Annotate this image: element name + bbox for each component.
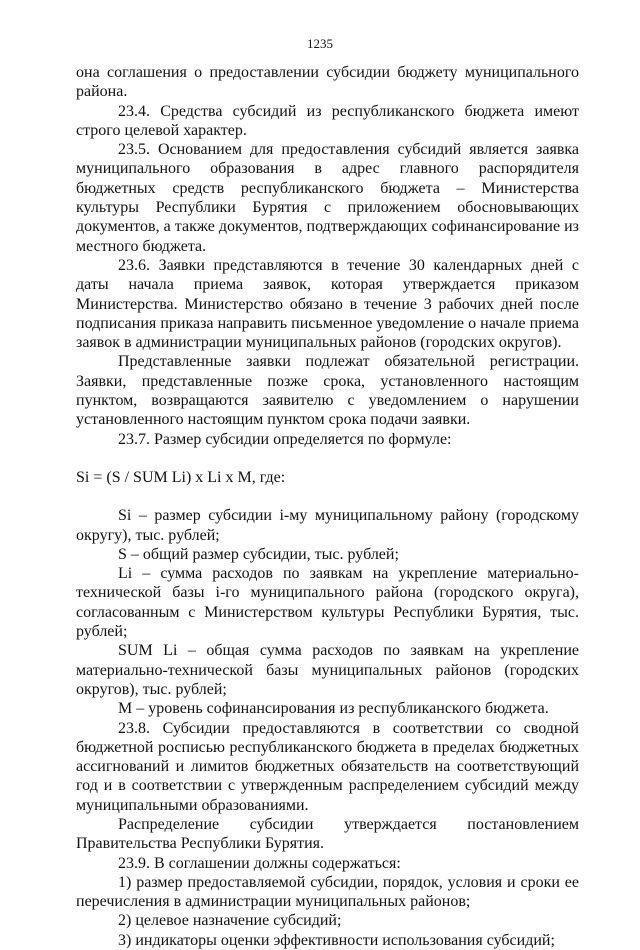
paragraph-23-8: 23.8. Субсидии предоставляются в соответствии со сводной бюджетной росписью республиканского бюджета в пределах бюджетных ассигнований и лимитов бюджетных обязательств на соответствующий год и в соответствии с утвержденным распределением субсидий между муниципальными образованиями. — [76, 719, 579, 814]
paragraph-distribution: Распределение субсидии утверждается постановлением Правительства Республики Бурятия. — [76, 815, 579, 853]
paragraph-registration: Представленные заявки подлежат обязательной регистрации. Заявки, представленные позже срока, установленного настоящим пунктом, возвращаются заявителю с уведомлением о нарушении установленного настоящим пунктом срока подачи заявки. — [76, 353, 579, 429]
list-item-2: 2) целевое назначение субсидий; — [118, 912, 342, 930]
formula: Si = (S / SUM Li) x Li x M, где: — [76, 468, 286, 486]
paragraph-continuation: она соглашения о предоставлении субсидии бюджету муниципального района. — [76, 64, 579, 101]
definition-li: Li – сумма расходов по заявкам на укрепление материально-технической базы i-го муниципального района (городского округа), согласованным с Министерством культуры Республики Бурятия, тыс. рублей; — [76, 565, 579, 641]
page-number: 1235 — [307, 36, 333, 51]
paragraph-23-7: 23.7. Размер субсидии определяется по формуле: — [118, 430, 452, 448]
document-body — [76, 63, 579, 950]
paragraph-23-5: 23.5. Основанием для предоставления субсидий является заявка муниципального образования в адрес главного распорядителя бюджетных средств республиканского бюджета – Министерства культуры Республики Бурятия с приложением обосновывающих документов, а также документов, подтверждающих софинансирование из местного бюджета. — [76, 141, 579, 255]
paragraph-23-4: 23.4. Средства субсидий из республиканского бюджета имеют строго целевой характер. — [76, 102, 579, 139]
definition-m: M – уровень софинансирования из республиканского бюджета. — [118, 700, 549, 718]
definition-si: Si – размер субсидии i-му муниципальному району (городскому округу), тыс. рублей; — [76, 507, 579, 544]
list-item-1: 1) размер предоставляемой субсидии, порядок, условия и сроки ее перечисления в администрации муниципальных районов; — [76, 873, 579, 911]
definition-s: S – общий размер субсидии, тыс. рублей; — [118, 545, 399, 563]
paragraph-23-6: 23.6. Заявки представляются в течение 30 календарных дней с даты начала приема заявок, которая утверждается приказом Министерства. Министерство обязано в течение 3 рабочих дней после подписания приказа направить письменное уведомление о начале приема заявок в администрации муниципальных районов (городских округов). — [76, 256, 579, 352]
paragraph-23-9: 23.9. В соглашении должны содержаться: — [118, 854, 401, 872]
list-item-3: 3) индикаторы оценки эффективности использования субсидий; — [118, 931, 555, 949]
definition-sum-li: SUM Li – общая сумма расходов по заявкам на укрепление материально-технической базы муниципальных районов (городских округов), тыс. рублей; — [76, 642, 579, 698]
